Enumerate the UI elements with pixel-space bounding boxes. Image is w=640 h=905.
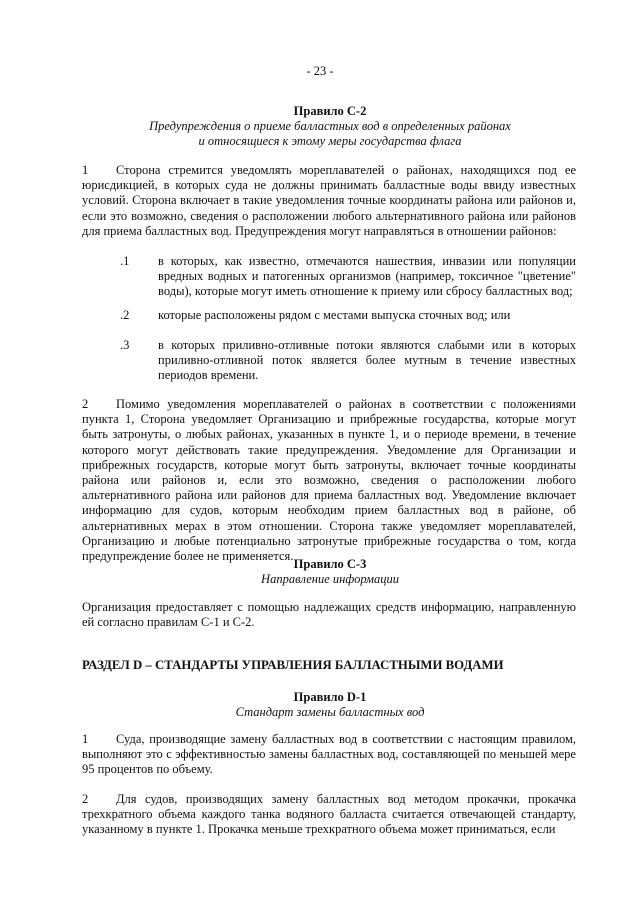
- paragraph-text: Сторона стремится уведомлять мореплавателей о районах, находящихся под ее юрисдикцией, в которых суда не должны принимать балластные воды ввиду известных условий. Сторона включает в такие уведомления точные координаты района или районов и, если это возможно, сведения о расположении любого альтернативного района или районов для приема балластных вод. Предупреждения могут направляться в отношении районов:: [82, 163, 576, 238]
- item-text: в которых приливно-отливные потоки являются слабыми или в которых приливно-отливной поток является более мутным в течение известных периодов времени.: [158, 338, 576, 383]
- item-number: .1: [120, 254, 130, 268]
- rule-d1-paragraph-1: [82, 732, 576, 778]
- paragraph-number: 1: [82, 163, 89, 177]
- paragraph-text: Суда, производящие замену балластных вод в соответствии с настоящим правилом, выполняют это с эффективностью замены балластных вод, составляющей по меньшей мере 95 процентов по объему.: [82, 732, 576, 777]
- rule-c2-title: Правило С-2: [293, 104, 367, 118]
- rule-c2-paragraph-2: [82, 397, 576, 564]
- rule-c2-item-2: [120, 308, 576, 323]
- rule-c2-item-3: [120, 338, 576, 384]
- rule-c3-title: Правило С-3: [293, 557, 367, 571]
- rule-d1-paragraph-2: [82, 792, 576, 838]
- rule-c2-paragraph-1: [82, 163, 576, 239]
- paragraph-text: Для судов, производящих замену балластных вод методом прокачки, прокачка трехкратного объема каждого танка водяного балласта считается отвечающей стандарту, указанному в пункте 1. Прокачка меньше трехкратного объема может приниматься, если: [82, 792, 576, 837]
- page-number: - 23 -: [306, 64, 334, 78]
- paragraph-number: 1: [82, 732, 89, 746]
- rule-d1-header: [82, 690, 578, 720]
- item-text: которые расположены рядом с местами выпуска сточных вод; или: [158, 308, 511, 322]
- rule-c2-item-1: [120, 254, 576, 300]
- paragraph-number: 2: [82, 397, 89, 411]
- paragraph-text: Помимо уведомления мореплавателей о районах в соответствии с положениями пункта 1, Сторона уведомляет Организацию и прибрежные государства, которые могут быть затронуты, о любых районах, указанных в пункте 1, и о периоде времени, в течение которого могут действовать такие предупреждения. Уведомление для Организации и прибрежных государств, которые могут быть затронуты, включает точные координаты района или районов и, если это возможно, сведения о расположении любого альтернативного района или районов для приема балластных вод. Уведомление включает информацию для судов, которым необходим прием балластных вод в районе, об альтернативных мерах в этом отношении. Сторона также уведомляет мореплавателей, Организацию и любые потенциально затронутые прибрежные государства о том, когда предупреждение более не применяется.: [82, 397, 576, 564]
- rule-d1-subtitle: Стандарт замены балластных вод: [235, 705, 425, 719]
- paragraph-text: Организация предоставляет с помощью надлежащих средств информацию, направленную ей согласно правилам С-1 и С-2.: [82, 600, 576, 630]
- rule-c3-subtitle: Направление информации: [261, 572, 399, 586]
- item-number: .2: [120, 308, 130, 322]
- rule-c3-paragraph: [82, 600, 576, 630]
- section-d-heading: РАЗДЕЛ D – СТАНДАРТЫ УПРАВЛЕНИЯ БАЛЛАСТНЫМИ ВОДАМИ: [82, 658, 504, 672]
- item-text: в которых, как известно, отмечаются нашествия, инвазии или популяции вредных водных и патогенных организмов (например, токсичное "цветение" воды), которые могут иметь отношение к приему или сбросу балластных вод;: [158, 254, 576, 299]
- rule-c2-subtitle-line2: и относящиеся к этому меры государства флага: [198, 134, 462, 148]
- rule-c2-subtitle-line1: Предупреждения о приеме балластных вод в определенных районах: [149, 119, 511, 133]
- rule-c2-header: [82, 104, 578, 149]
- rule-c3-header: [82, 557, 578, 587]
- rule-d1-title: Правило D-1: [293, 690, 367, 704]
- item-number: .3: [120, 338, 130, 352]
- paragraph-number: 2: [82, 792, 89, 806]
